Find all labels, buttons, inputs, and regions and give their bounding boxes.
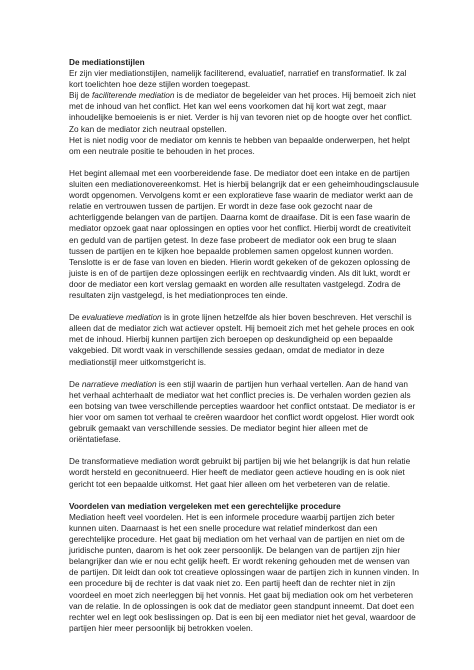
intro-line-2: kort toelichten hoe deze stijlen worden toegepast.: [69, 80, 251, 90]
text-run: De: [69, 313, 82, 323]
term-faciliterend: faciliterende mediation: [91, 91, 175, 101]
voordelen-paragraph: Mediation heeft veel voordelen. Het is een informele procedure waarbij partijen zich beter kunnen uiten. Daarnaast is het een snelle procedure wat relatief minderkost dan een gerechtelijke procedure. Het gaat bij mediation om het verhaal van de partijen en niet om de juridische punten, daarom is het ook zeer persoonlijk. De belangen van de partijen zijn hier belangrijker dan wie er nou echt gelijk heeft. Er wordt rekening gehouden met de wensen van de partijen. Dit leidt dan ook tot creatieve oplossingen waar de partijen zich in kunnen vinden. In een procedure bij de rechter is dat vaak niet zo. Een partij heeft dan de rechter niet in zijn voordeel en moet zich neerleggen bij het vonnis. Het gaat bij mediation ook om het verbeteren van de relatie. In de oplossingen is ook dat de mediator geen standpunt inneemt. Dat doet een rechter wel en legt ook beslissingen op. Dat is een bij een mediator niet het geval, waardoor de partijen hier meer persoonlijk bij betrokken voelen.: [69, 512, 419, 633]
section-title-mediationstijlen: De mediationstijlen: [69, 58, 145, 67]
transformatief-paragraph: De transformatieve mediation wordt gebruikt bij partijen bij wie het belangrijk is dat hun relatie wordt hersteld en geconitnueerd. Hier heeft de mediator geen actieve houding en is ook niet gericht tot een bepaalde uitkomst. Het gaat hier alleen om het verbeteren van de relatie.: [69, 457, 411, 489]
faciliterend-paragraph: [69, 90, 419, 134]
document-body: [69, 57, 419, 634]
text-run: Bij de: [69, 91, 92, 101]
text-run: De: [69, 379, 82, 389]
section-title-voordelen: Voordelen van mediation vergeleken met een gerechtelijke procedure: [69, 501, 341, 511]
intro-paragraph: [69, 68, 419, 90]
text-run: is de mediator de begeleider van het proces. Hij bemoeit zich niet met de inhoud van het conflict. Het kan wel eens voorkomen dat hij kort wat zegt, maar inhoudelijke bemoeienis is er niet. Verder is hij van tevoren niet op de hoogte over het conflict. Zo kan de mediator zich neutraal opstellen.: [69, 91, 416, 134]
intro-line-1: Er zijn vier mediationstijlen, namelijk faciliterend, evaluatief, narratief en transformatief. Ik zal: [69, 69, 407, 79]
voorbereiding-paragraph: Het begint allemaal met een voorbereidende fase. De mediator doet een intake en de partijen sluiten een mediationovereenkomst. Het is hierbij belangrijk dat er een geheimhoudingsclausule wordt opgenomen. Vervolgens komt er een exploratieve fase waarin de mediator werkt aan de relatie en vertrouwen tussen de partijen. Er wordt in deze fase ook gezocht naar de achterliggende belangen van de partijen. Daarna komt de draaifase. Dit is een fase waarin de mediator opzoek gaat naar oplossingen en opties voor het conflict. Hierbij wordt de creativiteit en geduld van de partijen getest. In deze fase probeert de mediator ook een brug te slaan tussen de partijen en te kijken hoe bepaalde problemen samen opgelost kunnen worden. Tenslotte is er de fase van loven en bieden. Hierin wordt gekeken of de gekozen oplossing de juiste is en of de partijen deze oplossingen eerlijk en rechtvaardig vinden. Als dit lukt, wordt er door de mediator een kort verslag gemaakt en worden alle resultaten vastgelegd. Zodra de resultaten zijn vastgelegd, is het mediationproces ten einde.: [69, 168, 419, 300]
term-narratief: narratieve mediation: [81, 379, 157, 389]
narratief-paragraph: [69, 379, 419, 446]
text-run: is in grote lijnen hetzelfde als hier boven beschreven. Het verschil is alleen dat de mediator zich wat actiever opstelt. Hij bemoeit zich met het gehele proces en ook met de inhoud. Hierbij kunnen partijen zich beroepen op deskundigheid op een bepaalde vakgebied. Dit wordt vaak in verschillende sessies gedaan, omdat de mediator in deze mediationstijl meer uitkomstgericht is.: [69, 313, 415, 367]
term-evaluatief: evaluatieve mediation: [81, 313, 162, 323]
faciliterend-extra-paragraph: Het is niet nodig voor de mediator om kennis te hebben van bepaalde onderwerpen, het helpt om een neutrale positie te behouden in het proces.: [69, 135, 410, 156]
text-run: is een stijl waarin de partijen hun verhaal vertellen. Aan de hand van het verhaal achterhaalt de mediator wat het conflict precies is. De verhalen worden gezien als een botsing van twee verschillende percepties waardoor het conflict ontstaat. De mediator is er hier voor om samen tot verhaal te creëren waardoor het conflict wordt opgelost. Hier wordt ook gebruik gemaakt van verschillende sessies. De mediator begint hier alleen met de oriëntatiefase.: [69, 379, 416, 445]
evaluatief-paragraph: [69, 312, 419, 367]
